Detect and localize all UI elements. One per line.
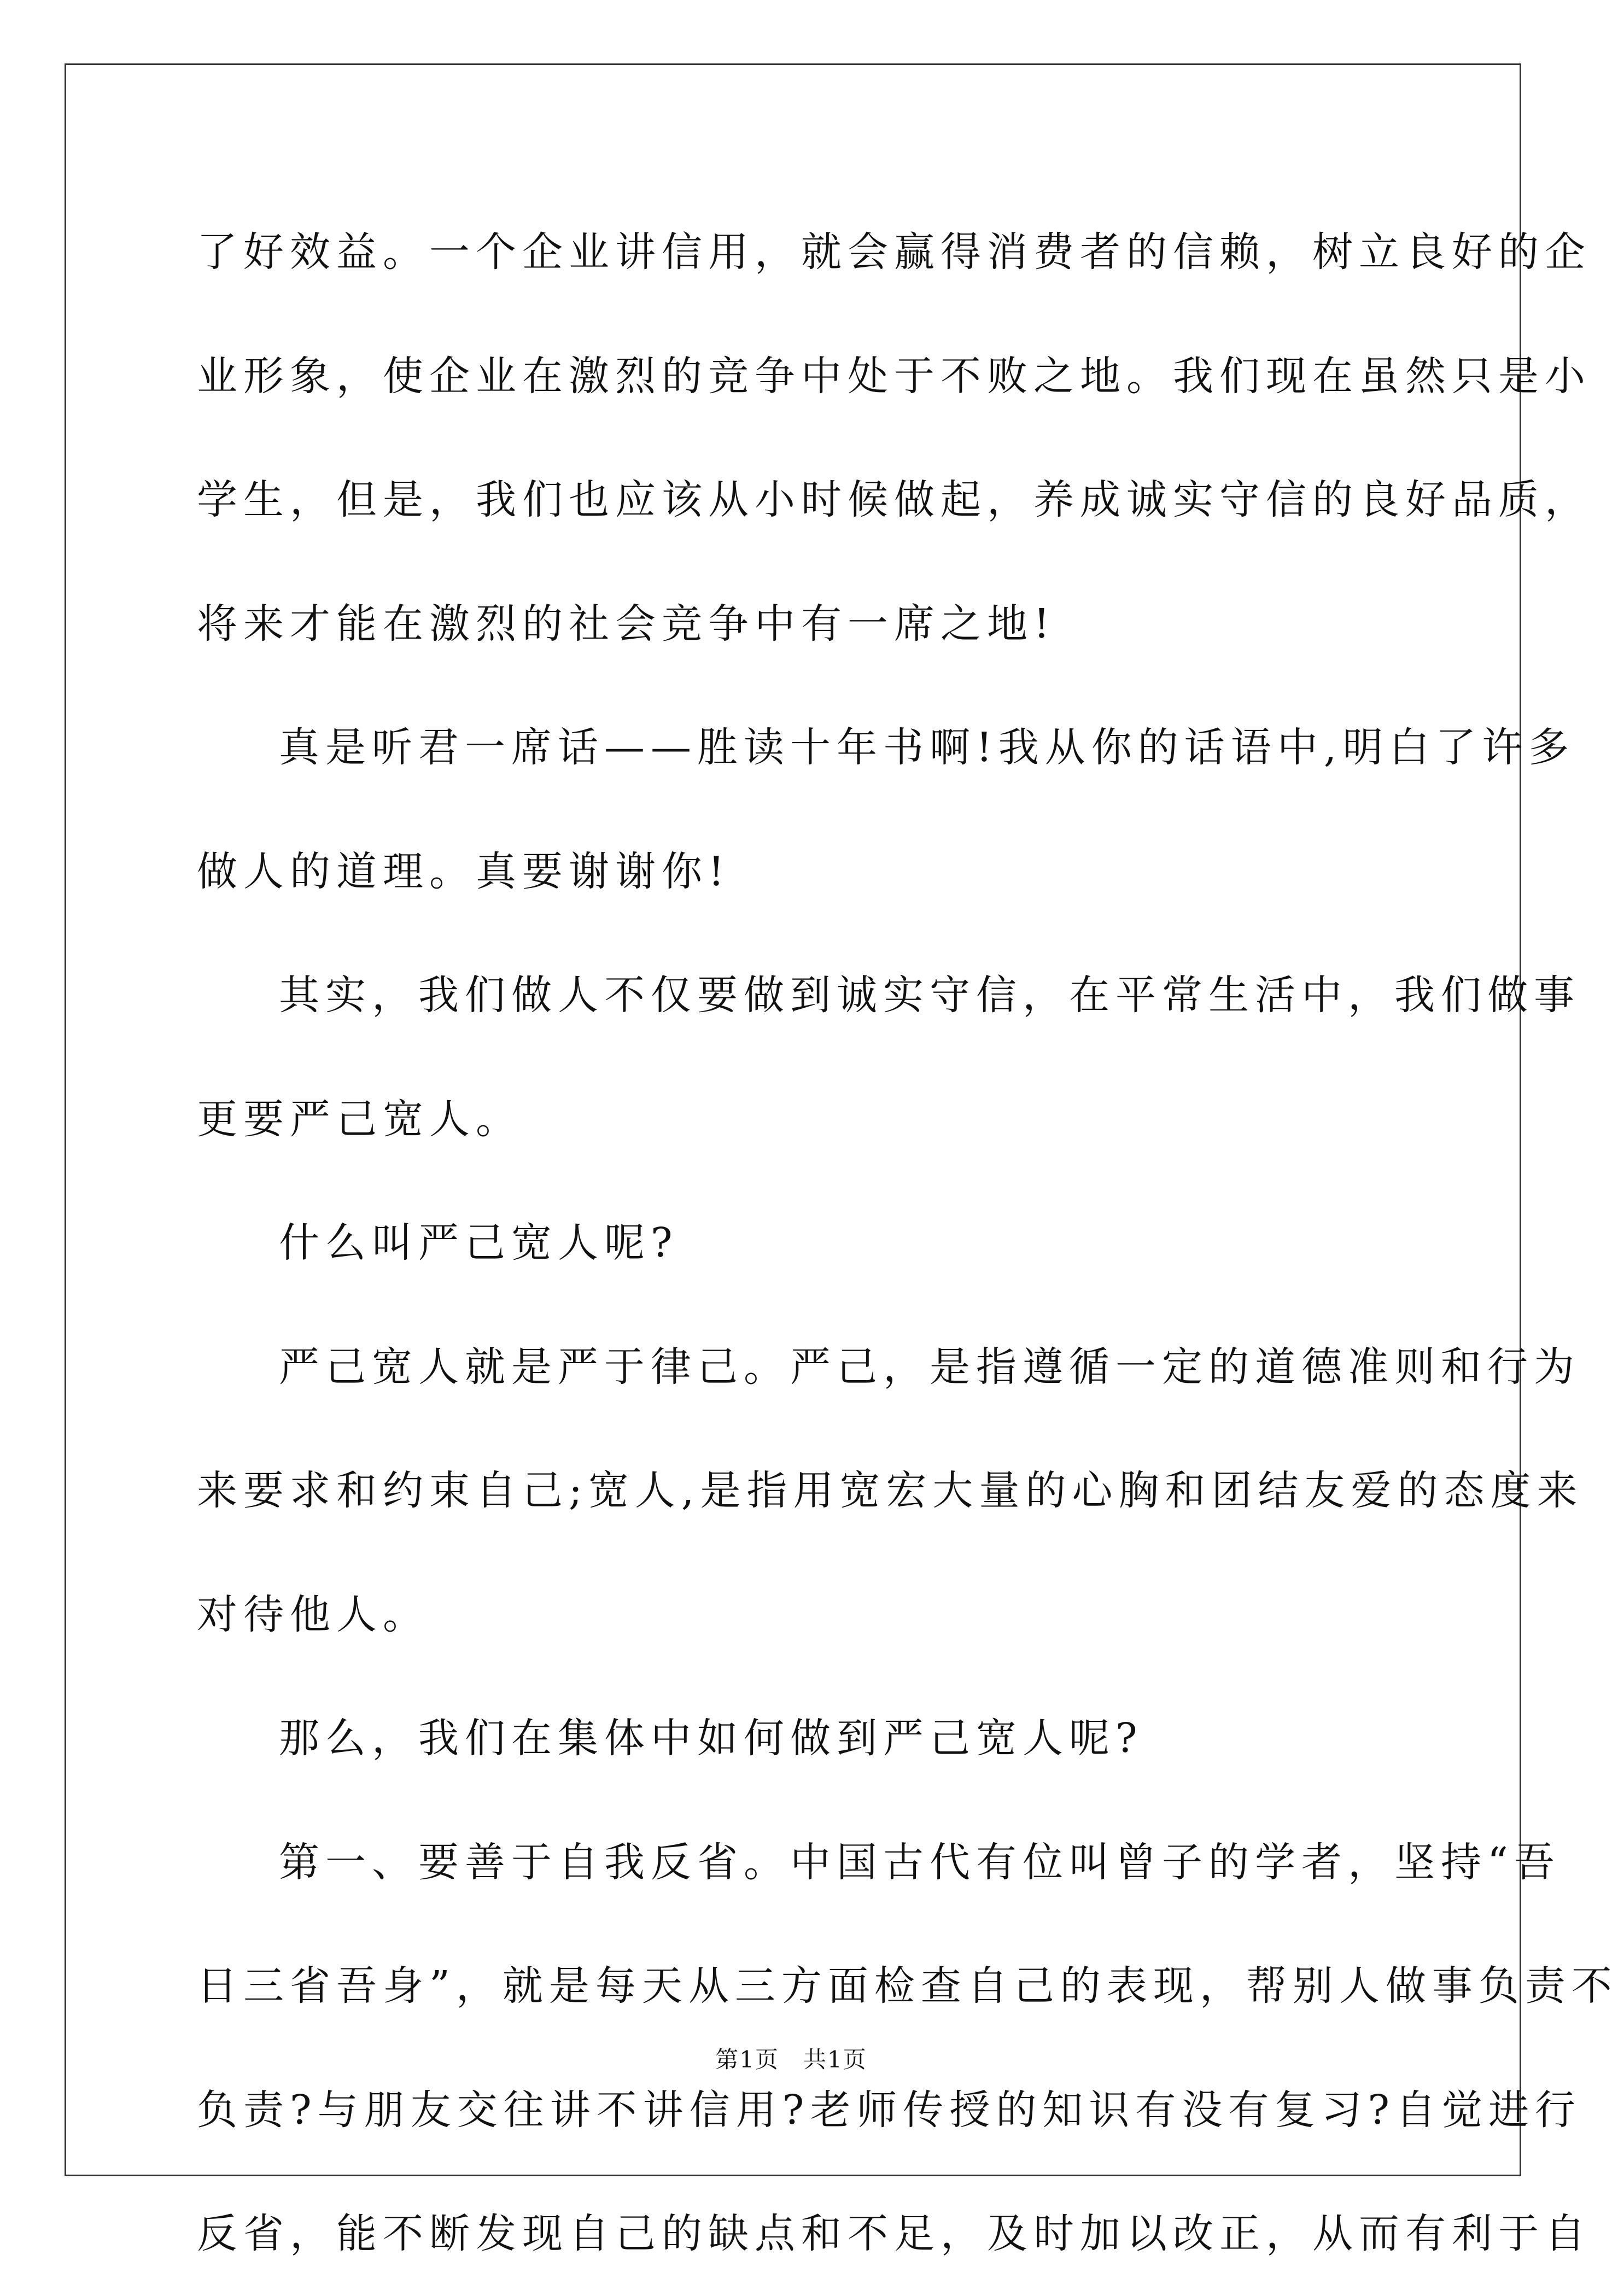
body-line: 做人的道理。真要谢谢你! [197, 848, 731, 895]
body-line: 来要求和约束自己;宽人,是指用宽宏大量的心胸和团结友爱的态度来 [197, 1467, 1584, 1514]
body-line: 了好效益。一个企业讲信用，就会赢得消费者的信赖，树立良好的企 [197, 229, 1591, 276]
body-line: 反省，能不断发现自己的缺点和不足，及时加以改正，从而有利于自 [197, 2210, 1591, 2257]
body-line: 更要严己宽人。 [197, 1095, 522, 1143]
page-number-footer: 第1页 共1页 [715, 2046, 867, 2073]
body-line: 学生，但是，我们也应该从小时候做起，养成诚实守信的良好品质， [197, 476, 1591, 523]
paragraph-first-line: 什么叫严己宽人呢? [279, 1219, 679, 1266]
body-line: 业形象，使企业在激烈的竞争中处于不败之地。我们现在虽然只是小 [197, 352, 1591, 400]
paragraph-first-line: 第一、要善于自我反省。中国古代有位叫曾子的学者，坚持“吾 [279, 1838, 1561, 1886]
paragraph-first-line: 那么，我们在集体中如何做到严己宽人呢? [279, 1715, 1143, 1762]
body-line: 日三省吾身”，就是每天从三方面检查自己的表现，帮别人做事负责不 [197, 1962, 1618, 2009]
body-line: 负责?与朋友交往讲不讲信用?老师传授的知识有没有复习?自觉进行 [197, 2086, 1582, 2134]
body-line: 将来才能在激烈的社会竞争中有一席之地! [197, 600, 1056, 647]
document-body [197, 190, 1618, 2296]
paragraph-first-line: 真是听君一席话——胜读十年书啊!我从你的话语中,明白了许多 [279, 724, 1575, 771]
paragraph-first-line: 严己宽人就是严于律己。严己，是指遵循一定的道德准则和行为 [279, 1343, 1580, 1391]
paragraph-first-line: 其实，我们做人不仅要做到诚实守信，在平常生活中，我们做事 [279, 972, 1580, 1019]
body-line: 对待他人。 [197, 1591, 429, 1638]
